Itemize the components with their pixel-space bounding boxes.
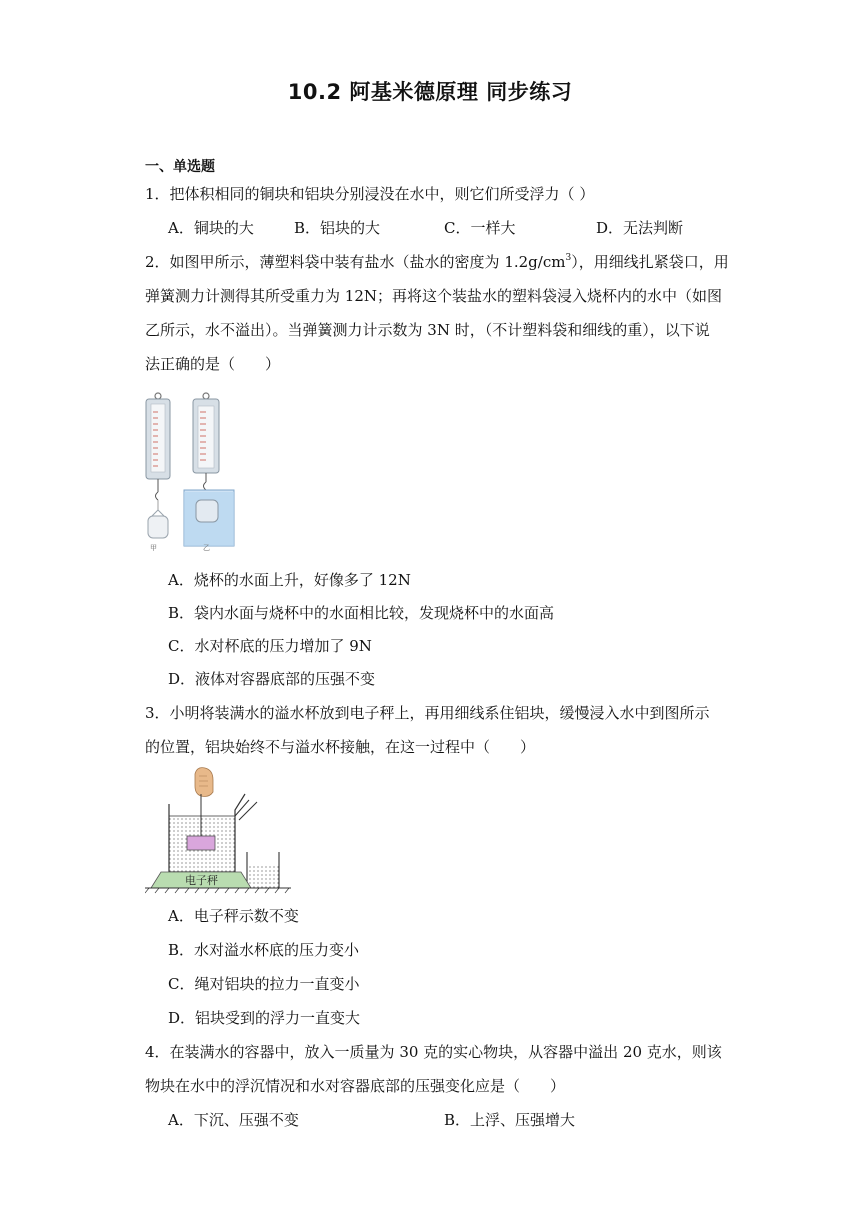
q3-option-d[interactable]: D．铝块受到的浮力一直变大: [168, 1009, 361, 1027]
question-1-stem: 1．把体积相同的铜块和铝块分别浸没在水中，则它们所受浮力（ ）: [145, 185, 595, 203]
question-4-line-2: 物块在水中的浮沉情况和水对容器底部的压强变化应是（ ）: [145, 1077, 566, 1095]
question-2-line-1: [145, 252, 729, 272]
q2-option-a[interactable]: A．烧杯的水面上升，好像多了 12N: [168, 571, 411, 589]
aluminium-block: [187, 836, 215, 850]
q2-option-d[interactable]: D．液体对容器底部的压强不变: [168, 670, 376, 688]
q2-option-c[interactable]: C．水对杯底的压力增加了 9N: [168, 637, 372, 655]
q4-option-a[interactable]: A．下沉、压强不变: [168, 1111, 299, 1129]
q2-line1-text: 2．如图甲所示，薄塑料袋中装有盐水（盐水的密度为 1.2g/cm: [145, 253, 566, 271]
scale-label: 电子秤: [185, 874, 218, 887]
spring-scale-right: [184, 393, 234, 546]
figure-label-yi: 乙: [203, 544, 210, 552]
q3-option-b[interactable]: B．水对溢水杯底的压力变小: [168, 941, 360, 959]
q2-line1-tail: ），用细线扎紧袋口，用: [571, 253, 729, 271]
q3-option-a[interactable]: A．电子秤示数不变: [168, 907, 299, 925]
spring-scale-left: [146, 393, 170, 538]
q1-option-b[interactable]: B．铝块的大: [294, 219, 381, 237]
question-2-line-2: 弹簧测力计测得其所受重力为 12N；再将这个装盐水的塑料袋浸入烧杯内的水中（如图: [145, 287, 722, 305]
q1-option-d[interactable]: D．无法判断: [596, 219, 684, 237]
q2-option-b[interactable]: B．袋内水面与烧杯中的水面相比较，发现烧杯中的水面高: [168, 604, 555, 622]
q4-option-b[interactable]: B．上浮、压强增大: [444, 1111, 576, 1129]
overflow-cup-figure: [145, 766, 295, 894]
question-2-line-3: 乙所示，水不溢出）。当弹簧测力计示数为 3N 时，（不计塑料袋和细线的重），以下说: [145, 321, 710, 339]
q3-option-c[interactable]: C．绳对铝块的拉力一直变小: [168, 975, 360, 993]
question-4-line-1: 4．在装满水的容器中，放入一质量为 30 克的实心物块，从容器中溢出 20 克水，则该: [145, 1043, 722, 1061]
section-heading: 一、单选题: [145, 159, 215, 175]
hand-icon: [195, 768, 213, 797]
figure-label-jia: 甲: [150, 544, 157, 552]
page-title: 10.2 阿基米德原理 同步练习: [287, 80, 573, 104]
spring-scale-figure: [140, 392, 250, 552]
question-3-line-1: 3．小明将装满水的溢水杯放到电子秤上，再用细线系住铝块，缓慢浸入水中到图所示: [145, 704, 710, 722]
q1-option-c[interactable]: C．一样大: [444, 219, 516, 237]
q2-superscript: 3: [565, 253, 572, 263]
question-2-line-4: 法正确的是（ ）: [145, 355, 281, 373]
q1-option-a[interactable]: A．铜块的大: [168, 219, 254, 237]
question-3-line-2: 的位置，铝块始终不与溢水杯接触，在这一过程中（ ）: [145, 738, 536, 756]
